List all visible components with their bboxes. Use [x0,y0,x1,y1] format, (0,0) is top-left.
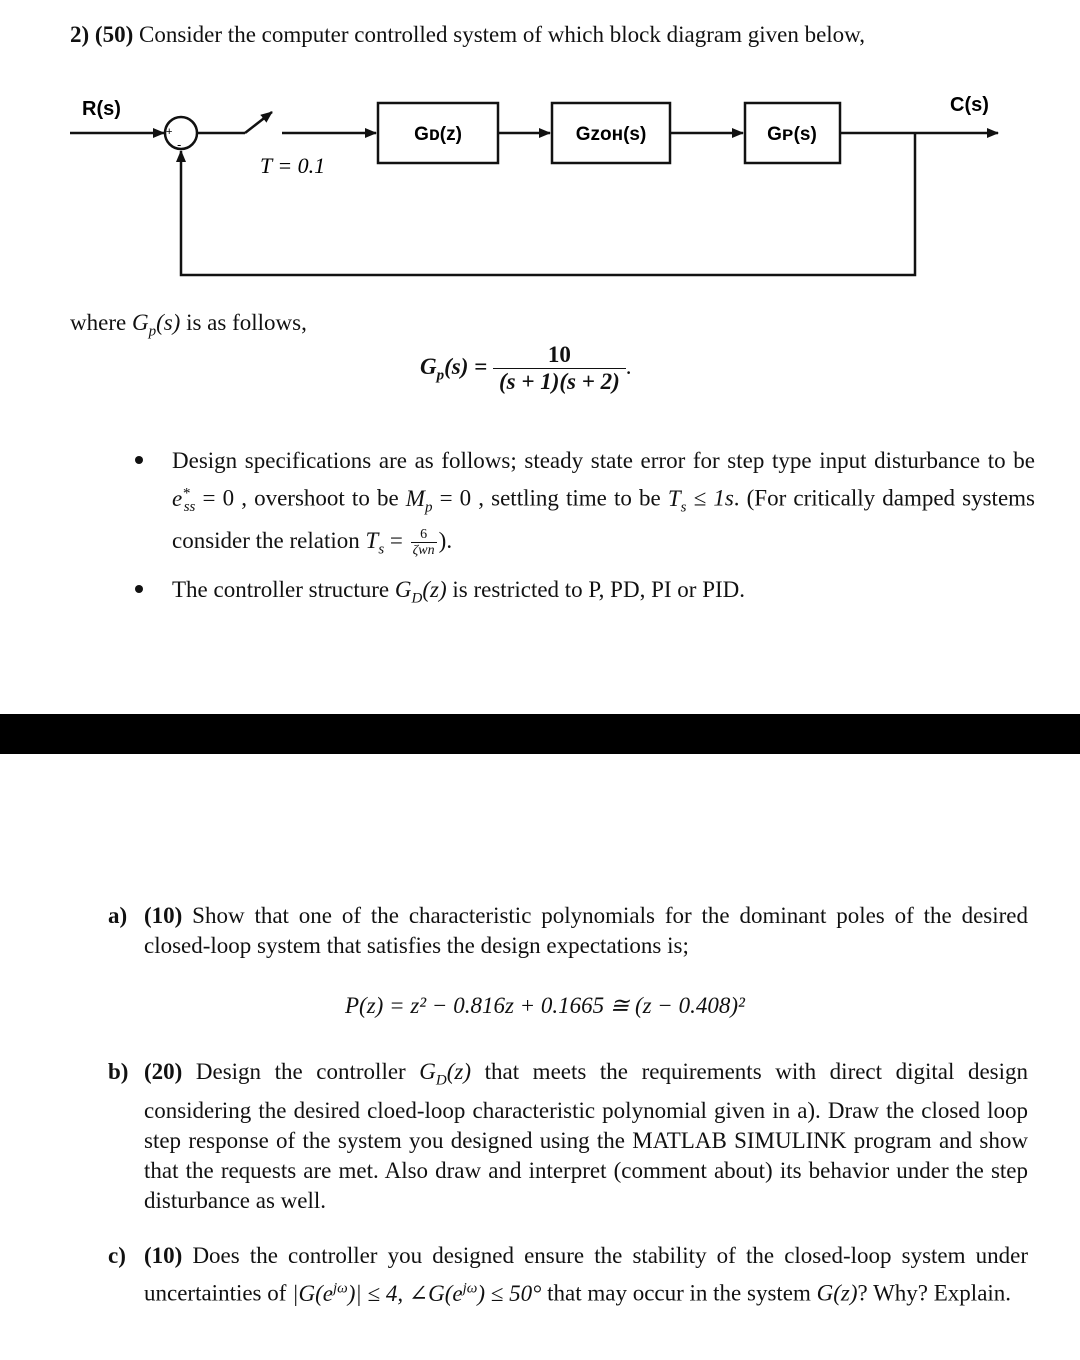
part-c-text-b: that may occur in the system [541,1280,817,1306]
question-points: (50) [94,22,134,47]
characteristic-polynomial: P(z) = z² − 0.816z + 0.1665 ≅ (z − 0.408)² [345,993,745,1018]
zoh-block-label: Gᴢᴏʜ(s) [575,124,647,145]
part-c-letter: c) [108,1243,126,1268]
input-label: R(s) [82,98,121,120]
intro-symbol: $G_p(s)$ [131,310,181,340]
part-c-text-a: Does the controller you designed ensure the stability of the closed-loop system under uncertainties of [144,1243,1028,1306]
spec-list [135,444,1035,615]
spec-text-a: Design specifications are as follows; steady state error for step type input disturbance to be [172,448,1035,473]
gd-symbol: $G_D(z)$ [394,576,447,607]
black-band [0,714,1080,754]
sampler-label: T = 0.1 [260,153,326,178]
plant-numerator: 10 [547,342,571,367]
part-c [108,1239,1028,1310]
spec-text-b: . (For critically damped systems consider the relation [172,485,1036,554]
question-header [70,22,865,48]
part-c-text-c: ? Why? Explain. [857,1280,1012,1306]
mp-value: = 0 , settling time to be [432,485,668,511]
ess-symbol: $e^*_{ss}$ [172,485,196,516]
plant-equation-trailing: . [625,353,632,379]
mp-symbol: $M_p$ [405,485,433,516]
relation-end: ). [438,528,453,554]
part-a-text: Show that one of the characteristic polynomials for the dominant poles of the desired closed-loop system that satisfies the design expectations is; [144,903,1028,958]
sampler-switch [245,112,272,133]
intro-suffix: is as follows, [186,310,307,335]
part-c-points: (10) [144,1243,183,1268]
part-b [108,1057,1028,1216]
sum-plus: + [166,126,173,138]
structure-text-a: The controller structure [172,576,395,602]
sum-minus: - [177,137,182,152]
plant-block-label: Gᴘ(s) [767,124,817,145]
controller-block-label: Gᴅ(z) [414,124,462,145]
output-label: C(s) [950,94,989,116]
plant-equation [420,342,632,395]
relation-eq: = [384,528,409,554]
bullet-dot [135,456,143,464]
question-text: Consider the computer controlled system of which block diagram given below, [139,22,866,47]
relation-fraction: $\frac{6}{\text{ζwn}}$ [412,527,435,559]
part-a-points: (10) [144,903,183,928]
bullet-dot [135,585,143,593]
part-b-points: (20) [144,1059,183,1084]
part-a-letter: a) [108,903,128,928]
question-number: 2) [70,22,90,47]
part-c-gz: G(z) [816,1280,858,1306]
ess-value: = 0 , overshoot to be [195,485,406,511]
plant-denominator: (s + 1)(s + 2) [493,368,626,395]
ts-value: ≤ 1s [686,485,734,511]
plant-fraction [493,342,626,395]
part-b-text-b: that meets the requirements with direct digital design considering the desired cloed-loop characteristic polynomial given in a). Draw the closed loop step response of the system you designed using the MATLAB SIMULINK program and show that the requests are met. Also draw and interpret (comment about) its behavior under the step disturbance as well. [144,1059,1028,1213]
magnitude-bound: $|G(e^{j\omega})| \le 4$, $\angle G(e^{j\omega}) \le 50^\circ$ [292,1280,542,1306]
part-b-letter: b) [108,1059,129,1084]
plant-equation-lhs: $G_p(s)$ = [420,353,488,384]
part-b-text-a: Design the controller [182,1059,420,1084]
structure-bullet [135,573,1035,616]
ts-symbol: $T_s$ [667,485,687,516]
block-diagram [60,85,1020,285]
relation-ts: $T_s$ [365,528,385,558]
part-b-gd: $G_D(z)$ [419,1059,472,1089]
plant-intro [70,310,307,341]
intro-prefix: where [70,310,127,335]
structure-text-b: is restricted to P, PD, PI or PID. [446,576,746,602]
spec-bullet [135,444,1035,567]
part-a [108,901,1028,961]
